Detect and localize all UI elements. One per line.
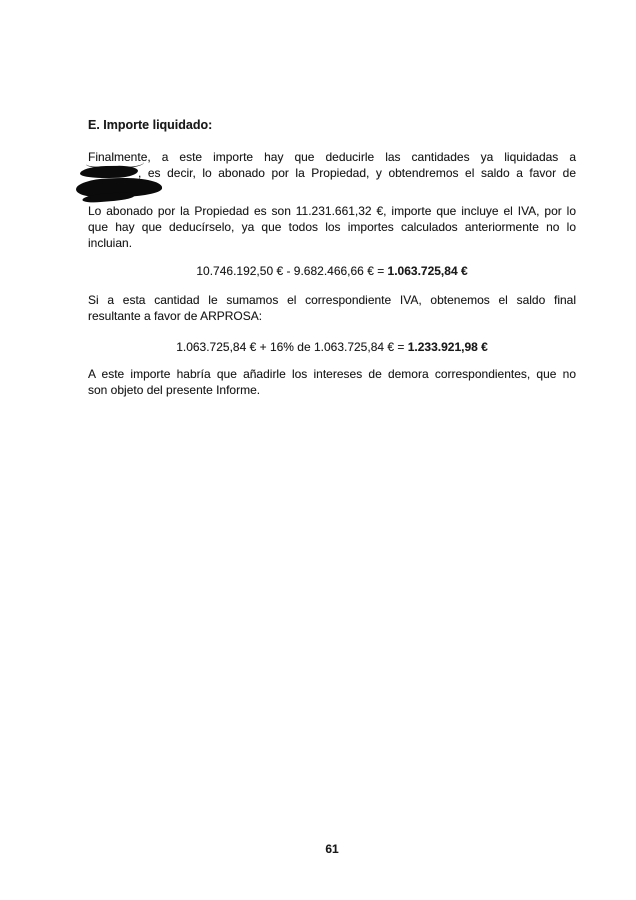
paragraph-line: incluian.	[88, 236, 133, 250]
paragraph-text: a este importe hay que deducirle las cantidades ya liquidadas a	[150, 150, 576, 164]
paragraph-line: Si a esta cantidad le sumamos el correspondiente IVA, obtenemos el saldo final	[88, 293, 576, 307]
redaction-mark-inline	[80, 165, 138, 178]
underlined-word: Finalmente,	[88, 150, 151, 164]
document-body	[88, 117, 576, 398]
paragraph-line: resultante a favor de ARPROSA:	[88, 309, 263, 323]
formula-result: 1.233.921,98 €	[407, 340, 488, 354]
page-number: 61	[325, 842, 339, 856]
formula-subtraction	[88, 263, 576, 279]
paragraph-line	[88, 149, 576, 165]
paragraph-finalmente	[88, 149, 576, 197]
paragraph-lo-abonado	[88, 203, 576, 251]
paragraph-line: que hay que deducírselo, ya que todos los importes calculados anteriormente no lo	[88, 220, 576, 234]
formula-iva-addition	[88, 339, 576, 355]
paragraph-line: son objeto del presente Informe.	[88, 383, 261, 397]
paragraph-line: A este importe habría que añadirle los intereses de demora correspondientes, que no	[88, 367, 576, 381]
formula-expression: 10.746.192,50 € - 9.682.466,66 € =	[196, 264, 388, 278]
formula-expression: 1.063.725,84 € + 16% de 1.063.725,84 € =	[176, 340, 408, 354]
paragraph-line	[88, 165, 576, 181]
paragraph-line: Lo abonado por la Propiedad es son 11.231.661,32 €, importe que incluye el IVA, por lo	[88, 204, 576, 218]
paragraph-text: , es decir, lo abonado por la Propiedad, y obtendremos el saldo a favor de	[138, 166, 576, 180]
formula-result: 1.063.725,84 €	[387, 264, 468, 278]
section-heading: E. Importe liquidado:	[88, 118, 213, 132]
paragraph-intereses	[88, 366, 576, 398]
paragraph-si-a-esta	[88, 292, 576, 324]
